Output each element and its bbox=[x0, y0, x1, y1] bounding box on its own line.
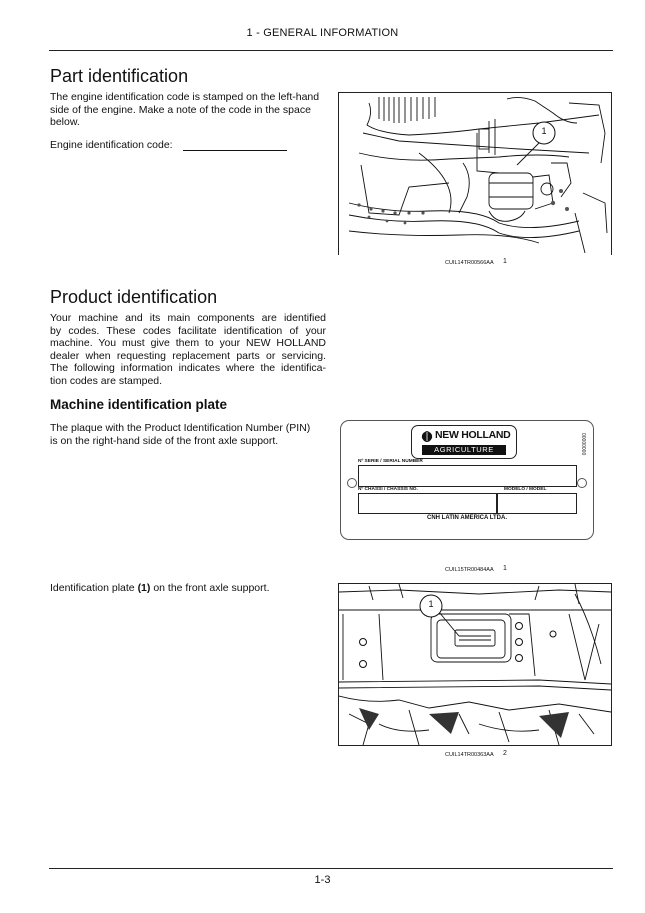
part-identification-heading: Part identification bbox=[50, 66, 189, 86]
figure-caption-number: 2 bbox=[503, 750, 507, 757]
engine-figure bbox=[338, 92, 612, 255]
serial-number-box bbox=[358, 465, 577, 487]
plate-location-text bbox=[50, 582, 269, 595]
engine-code-label: Engine identification code: bbox=[50, 139, 173, 151]
model-label: MODELO / MODEL bbox=[504, 487, 547, 492]
paragraph-line: dealer when requesting replacement parts or servicing. bbox=[50, 349, 326, 362]
rivet-hole bbox=[347, 478, 357, 488]
paragraph-line: The engine identification code is stamped on the left-hand bbox=[50, 91, 320, 103]
plate-location-text-start: Identification plate bbox=[50, 582, 138, 594]
chassis-number-label: Nº CHASSI / CHASSIS NO. bbox=[358, 487, 418, 492]
brand-logo bbox=[411, 425, 517, 459]
figure-caption-number: 1 bbox=[503, 565, 507, 572]
figure-caption-code: CUIL15TR00484AA bbox=[445, 567, 494, 573]
engine-code-blank-line bbox=[183, 150, 287, 151]
company-name: CNH LATIN AMERICA LTDA. bbox=[427, 515, 507, 521]
serial-number-label: Nº SERIE / SERIAL NUMBER bbox=[358, 459, 423, 464]
machine-plate-heading: Machine identification plate bbox=[50, 397, 228, 412]
plate-location-text-end: on the front axle support. bbox=[150, 582, 270, 594]
page-header: 1 - GENERAL INFORMATION bbox=[246, 27, 399, 39]
callout-number: 1 bbox=[428, 599, 434, 609]
axle-support-illustration bbox=[339, 584, 611, 745]
product-identification-paragraph bbox=[50, 312, 326, 388]
product-identification-heading: Product identification bbox=[50, 287, 218, 307]
figure-caption-code: CUIL14TR00566AA bbox=[445, 260, 494, 266]
machine-plate-paragraph bbox=[50, 422, 330, 447]
paragraph-line: Your machine and its main components are identified bbox=[50, 312, 326, 324]
chassis-number-box bbox=[358, 493, 497, 514]
paragraph-line: by codes. These codes facilitate identification of your bbox=[50, 324, 326, 337]
figure-caption-code: CUIL14TR00363AA bbox=[445, 752, 494, 758]
engine-illustration bbox=[339, 93, 611, 255]
footer-rule bbox=[49, 868, 613, 869]
rivet-hole bbox=[577, 478, 587, 488]
paragraph-line: is on the right-hand side of the front axle support. bbox=[50, 434, 279, 447]
paragraph-line: The following information indicates where the identifica- bbox=[50, 362, 326, 375]
header-rule bbox=[49, 50, 613, 51]
brand-name: NEW HOLLAND bbox=[435, 429, 511, 441]
paragraph-line: The plaque with the Product Identification Number (PIN) bbox=[50, 422, 311, 434]
axle-support-figure bbox=[338, 583, 612, 746]
model-box bbox=[497, 493, 577, 514]
paragraph-line: machine. You must give them to your NEW HOLLAND bbox=[50, 337, 326, 350]
brand-subtitle: AGRICULTURE bbox=[422, 445, 506, 455]
page-number: 1-3 bbox=[314, 874, 331, 886]
part-identification-paragraph bbox=[50, 91, 330, 129]
paragraph-line: tion codes are stamped. bbox=[50, 374, 163, 387]
plate-side-code: 00000000 bbox=[580, 433, 586, 456]
paragraph-line: side of the engine. Make a note of the code in the space bbox=[50, 103, 311, 116]
leaf-icon bbox=[420, 430, 434, 443]
callout-number: 1 bbox=[541, 126, 547, 136]
figure-caption-number: 1 bbox=[503, 258, 507, 265]
plate-location-callout-ref: (1) bbox=[137, 582, 151, 594]
identification-plate bbox=[340, 420, 594, 540]
paragraph-line: below. bbox=[50, 116, 80, 129]
